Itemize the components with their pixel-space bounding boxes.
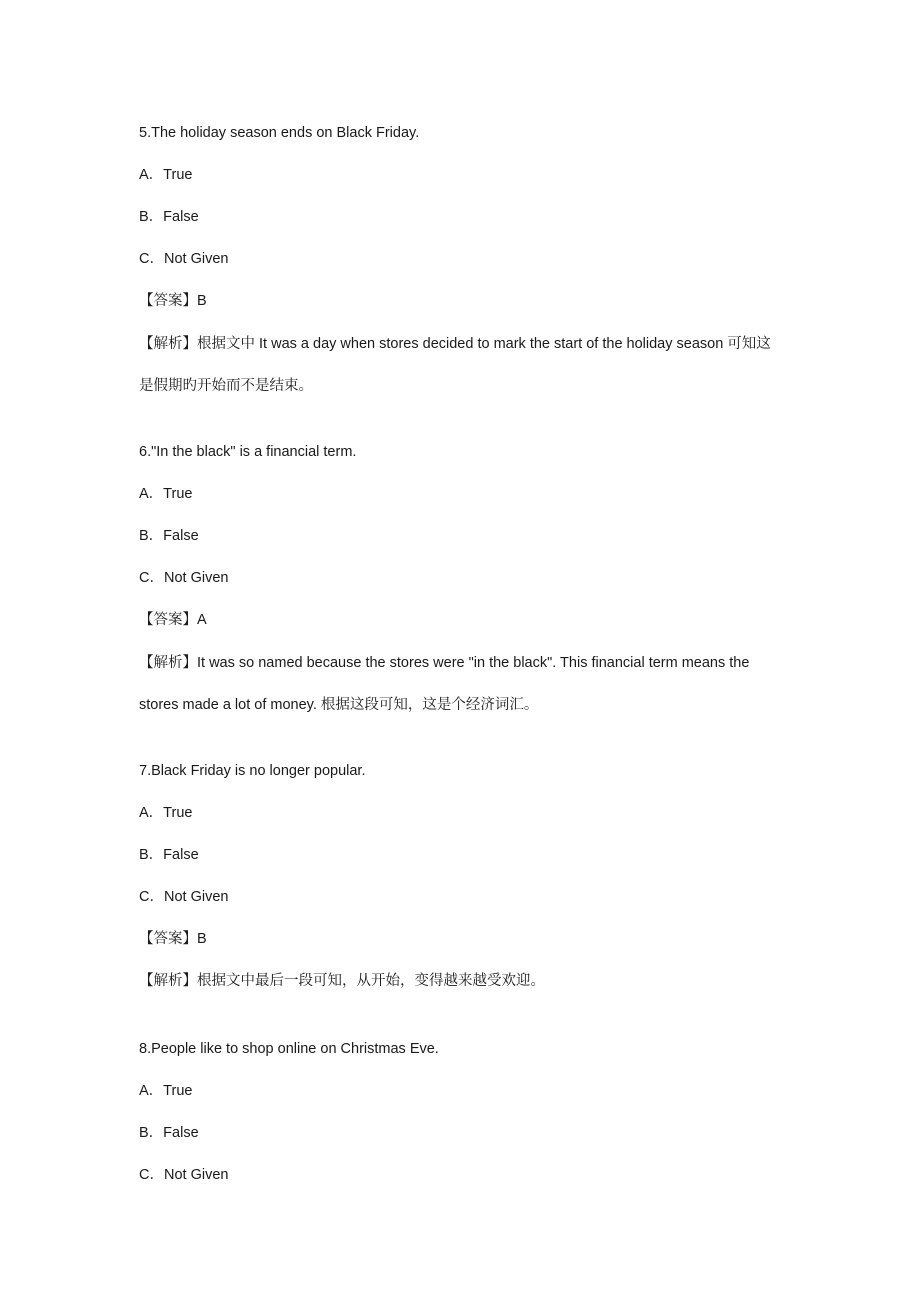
question-5-text: 5.The holiday season ends on Black Friday. bbox=[139, 125, 420, 141]
question-5-option-b: B．False bbox=[139, 209, 199, 225]
question-6-text: 6."In the black" is a financial term. bbox=[139, 444, 357, 460]
question-8-option-c: C．Not Given bbox=[139, 1167, 229, 1183]
question-8-text: 8.People like to shop online on Christmas Eve. bbox=[139, 1041, 439, 1057]
question-6-option-a: A．True bbox=[139, 486, 193, 502]
question-8-option-b: B．False bbox=[139, 1125, 199, 1141]
question-5-option-c: C．Not Given bbox=[139, 251, 229, 267]
question-6-option-c: C．Not Given bbox=[139, 570, 229, 586]
question-6-option-b: B．False bbox=[139, 528, 199, 544]
question-7-option-b: B．False bbox=[139, 847, 199, 863]
question-6-analysis: 【解析】It was so named because the stores were "in the black". This financial term means the stores made a lot of money. 根据这段可知，这是个经济词汇。 bbox=[139, 655, 750, 713]
question-8-option-a: A．True bbox=[139, 1083, 193, 1099]
question-6-answer: 【答案】A bbox=[139, 612, 207, 628]
question-7-text: 7.Black Friday is no longer popular. bbox=[139, 763, 366, 779]
question-5-option-a: A．True bbox=[139, 167, 193, 183]
question-7-option-c: C．Not Given bbox=[139, 889, 229, 905]
question-7-answer: 【答案】B bbox=[139, 931, 207, 947]
question-7-option-a: A．True bbox=[139, 805, 193, 821]
question-7-analysis: 【解析】根据文中最后一段可知，从开始，变得越来越受欢迎。 bbox=[139, 973, 545, 989]
question-5-answer: 【答案】B bbox=[139, 293, 207, 309]
question-5-analysis: 【解析】根据文中 It was a day when stores decided to mark the start of the holiday season 可知这是假期旳开始而不是结束。 bbox=[139, 336, 771, 394]
